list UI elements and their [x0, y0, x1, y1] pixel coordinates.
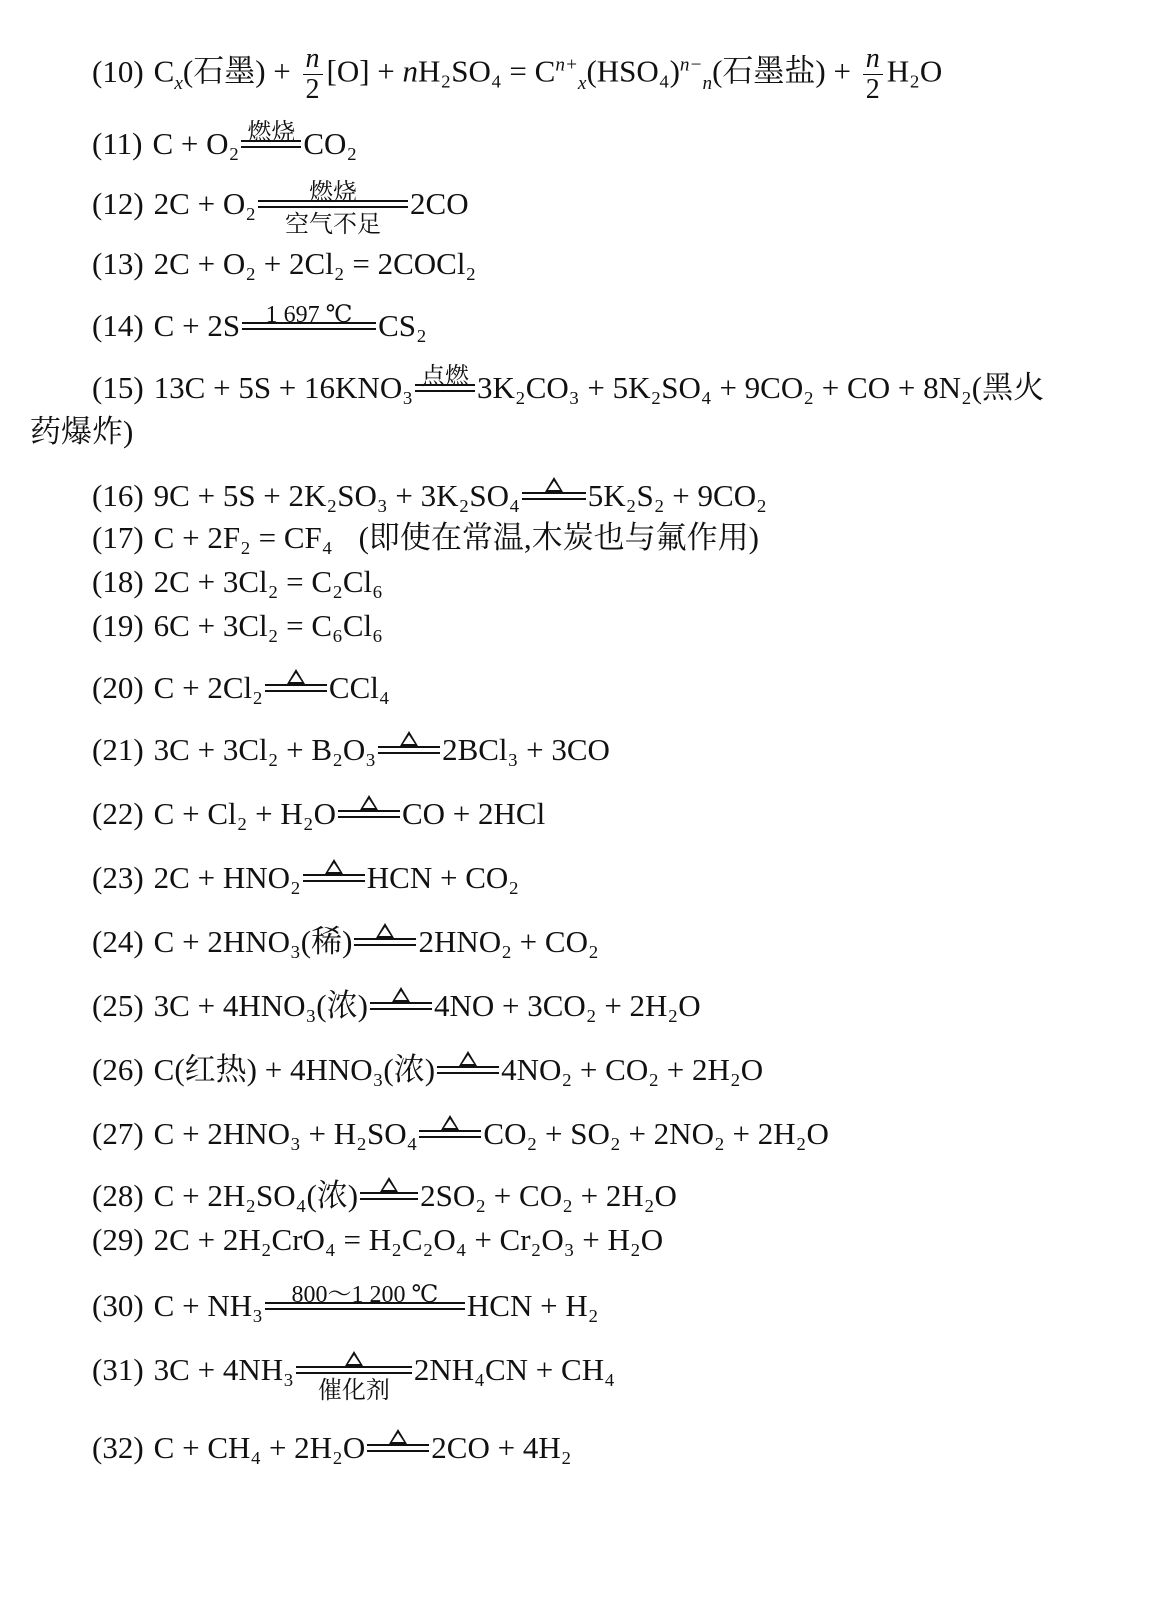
fraction: $\frac{n}{2}$ — [863, 44, 883, 105]
eq10-cx-sup: n+ — [555, 54, 578, 76]
equation-28 — [92, 1176, 1114, 1216]
reactants: C + 2H₂SO₄(浓) — [153, 1178, 359, 1213]
eq10-hso4-sup: n− — [679, 54, 703, 76]
equation-26 — [92, 1050, 1114, 1090]
products: 3K₂CO₃ + 5K₂SO₄ + 9CO₂ + CO + 8N₂(黑火 — [477, 370, 1045, 405]
fraction: $\frac{n}{2}$ — [303, 44, 323, 105]
reaction-arrow — [258, 180, 408, 238]
products: CCl₄ — [328, 670, 390, 705]
equation-30 — [92, 1282, 1114, 1326]
reactants: C + 2S — [153, 308, 241, 343]
equation-21 — [92, 730, 1114, 770]
heat-triangle-icon — [378, 726, 440, 752]
reactants: C + Cl₂ + H₂O — [153, 796, 336, 831]
heat-triangle-icon — [265, 664, 327, 690]
heat-triangle-icon — [367, 1424, 429, 1450]
products: 5K₂S₂ + 9CO₂ — [587, 478, 767, 513]
equation-number: (21) — [92, 732, 144, 767]
eq10-s1: (石墨) + — [182, 53, 299, 89]
equation-number: (22) — [92, 796, 144, 831]
heat-triangle-icon — [522, 472, 586, 498]
condition-bottom: 催化剂 — [317, 1378, 390, 1404]
equation-15 — [92, 364, 1114, 408]
equation-note: (即使在常温,木炭也与氟作用) — [358, 520, 759, 555]
equation-number: (27) — [92, 1116, 144, 1151]
reaction-arrow — [338, 794, 400, 834]
reaction-arrow — [265, 1282, 465, 1326]
eq10-c: C — [153, 53, 175, 89]
reaction-arrow — [242, 302, 376, 346]
reaction-arrow — [370, 986, 432, 1026]
reactants: C + O₂ — [152, 126, 240, 161]
condition-top: 燃烧 — [309, 180, 358, 206]
products: 2HNO₂ + CO₂ — [418, 924, 599, 959]
equation-number: (31) — [92, 1352, 144, 1387]
equation-number: (17) — [92, 520, 144, 555]
products: CO₂ + SO₂ + 2NO₂ + 2H₂O — [483, 1116, 829, 1151]
reactants: 9C + 5S + 2K₂SO₃ + 3K₂SO₄ — [153, 478, 520, 513]
equation-number: (29) — [92, 1222, 144, 1257]
equation-number: (14) — [92, 308, 144, 343]
equation-25 — [92, 986, 1114, 1026]
products: CO + 2HCl — [401, 796, 546, 831]
equation-number: (15) — [92, 370, 144, 405]
reaction-arrow — [378, 730, 440, 770]
reaction-arrow — [354, 922, 416, 962]
equation-number: (13) — [92, 246, 144, 281]
eq10-hso4-sub: n — [702, 72, 713, 94]
reaction-arrow — [419, 1114, 481, 1154]
equation-number: (30) — [92, 1288, 144, 1323]
products: CO₂ — [303, 126, 358, 161]
eq10-hso4: (HSO₄) — [586, 53, 680, 89]
products: HCN + H₂ — [466, 1288, 599, 1323]
products: CS₂ — [378, 308, 427, 343]
equation-14 — [92, 302, 1114, 346]
products: 4NO + 3CO₂ + 2H₂O — [433, 988, 701, 1023]
reaction-arrow — [241, 120, 301, 164]
reactants: 3C + 4HNO₃(浓) — [153, 988, 368, 1023]
equation-12 — [92, 180, 1114, 238]
equation-22 — [92, 794, 1114, 834]
equation-18 — [92, 562, 1114, 602]
equation-number: (20) — [92, 670, 144, 705]
equation-number: (23) — [92, 860, 144, 895]
equation-text: 2C + 3Cl₂ = C₂Cl₆ — [153, 564, 383, 599]
equation-29 — [92, 1220, 1114, 1260]
eq10-h2so4: H₂SO₄ = C — [418, 53, 556, 89]
heat-triangle-icon — [437, 1046, 499, 1072]
condition-top: 1 697 ℃ — [265, 302, 353, 328]
equation-27 — [92, 1114, 1114, 1154]
equation-number: (18) — [92, 564, 144, 599]
products: 2CO — [410, 186, 469, 221]
heat-triangle-icon — [303, 854, 365, 880]
equation-number: (11) — [92, 126, 143, 161]
reactants: C(红热) + 4HNO₃(浓) — [153, 1052, 436, 1087]
equation-text: 2C + O₂ + 2Cl₂ = 2COCl₂ — [153, 246, 477, 281]
eq10-s2: [O] + — [326, 53, 403, 89]
heat-triangle-icon — [338, 790, 400, 816]
reactants: 3C + 3Cl₂ + B₂O₃ — [153, 732, 377, 767]
reaction-arrow — [367, 1428, 429, 1468]
eq10-s3: (石墨盐) + — [712, 53, 859, 89]
reactants: 2C + O₂ — [153, 186, 257, 221]
eq10-tail: H₂O — [886, 53, 943, 89]
reactants: 2C + HNO₂ — [153, 860, 301, 895]
condition-bottom: 空气不足 — [285, 212, 382, 238]
equation-number: (26) — [92, 1052, 144, 1087]
heat-triangle-icon — [360, 1172, 418, 1198]
equation-number: (32) — [92, 1430, 144, 1465]
equation-number: (25) — [92, 988, 144, 1023]
equation-text: C + 2F₂ = CF₄ — [153, 520, 333, 555]
condition-top: 燃烧 — [247, 120, 296, 146]
reaction-arrow — [265, 668, 327, 708]
equation-32 — [92, 1428, 1114, 1468]
equation-number: (24) — [92, 924, 144, 959]
products: 2SO₂ + CO₂ + 2H₂O — [420, 1178, 677, 1213]
products: HCN + CO₂ — [366, 860, 520, 895]
equation-number: (28) — [92, 1178, 144, 1213]
heat-triangle-icon — [370, 982, 432, 1008]
products: 2NH₄CN + CH₄ — [413, 1352, 615, 1387]
equation-19 — [92, 606, 1114, 646]
equation-23 — [92, 858, 1114, 898]
reaction-arrow — [360, 1176, 418, 1216]
products: 4NO₂ + CO₂ + 2H₂O — [501, 1052, 764, 1087]
reactants: C + 2HNO₃ + H₂SO₄ — [153, 1116, 418, 1151]
equation-text: 6C + 3Cl₂ = C₆Cl₆ — [153, 608, 383, 643]
eq10-cx-sub: x — [577, 72, 587, 94]
equation-text: 2C + 2H₂CrO₄ = H₂C₂O₄ + Cr₂O₃ + H₂O — [153, 1222, 664, 1257]
condition-top: 800～1 200 ℃ — [291, 1282, 439, 1308]
products: 2BCl₃ + 3CO — [442, 732, 610, 767]
eq10-sub-x: x — [174, 72, 183, 94]
reactants: C + CH₄ + 2H₂O — [153, 1430, 366, 1465]
equation-16 — [92, 476, 1114, 516]
reaction-arrow — [437, 1050, 499, 1090]
reactants: C + NH₃ — [153, 1288, 263, 1323]
equation-11 — [92, 120, 1114, 164]
equation-17 — [92, 518, 1114, 558]
equation-number: (12) — [92, 186, 144, 221]
reaction-arrow — [303, 858, 365, 898]
reactants: 3C + 4NH₃ — [153, 1352, 294, 1387]
heat-triangle-icon — [354, 918, 416, 944]
equation-20 — [92, 668, 1114, 708]
reactants: C + 2HNO₃(稀) — [153, 924, 353, 959]
reactants: 13C + 5S + 16KNO₃ — [153, 370, 414, 405]
condition-top: 点燃 — [421, 364, 470, 390]
heat-triangle-icon — [296, 1346, 412, 1372]
reactants: C + 2Cl₂ — [153, 670, 263, 705]
products: 2CO + 4H₂ — [431, 1430, 572, 1465]
equation-15-continuation: 药爆炸) — [30, 414, 134, 449]
heat-triangle-icon — [419, 1110, 481, 1136]
equation-13 — [92, 244, 1114, 284]
equation-number: (16) — [92, 478, 144, 513]
reaction-arrow — [522, 476, 586, 516]
equation-24 — [92, 922, 1114, 962]
equation-10 — [92, 44, 1114, 105]
reaction-arrow — [296, 1350, 412, 1404]
reaction-arrow — [415, 364, 475, 408]
equation-31 — [92, 1350, 1114, 1404]
equation-number: (19) — [92, 608, 144, 643]
eq10-n: n — [402, 53, 419, 89]
equation-number: (10) — [92, 53, 144, 89]
